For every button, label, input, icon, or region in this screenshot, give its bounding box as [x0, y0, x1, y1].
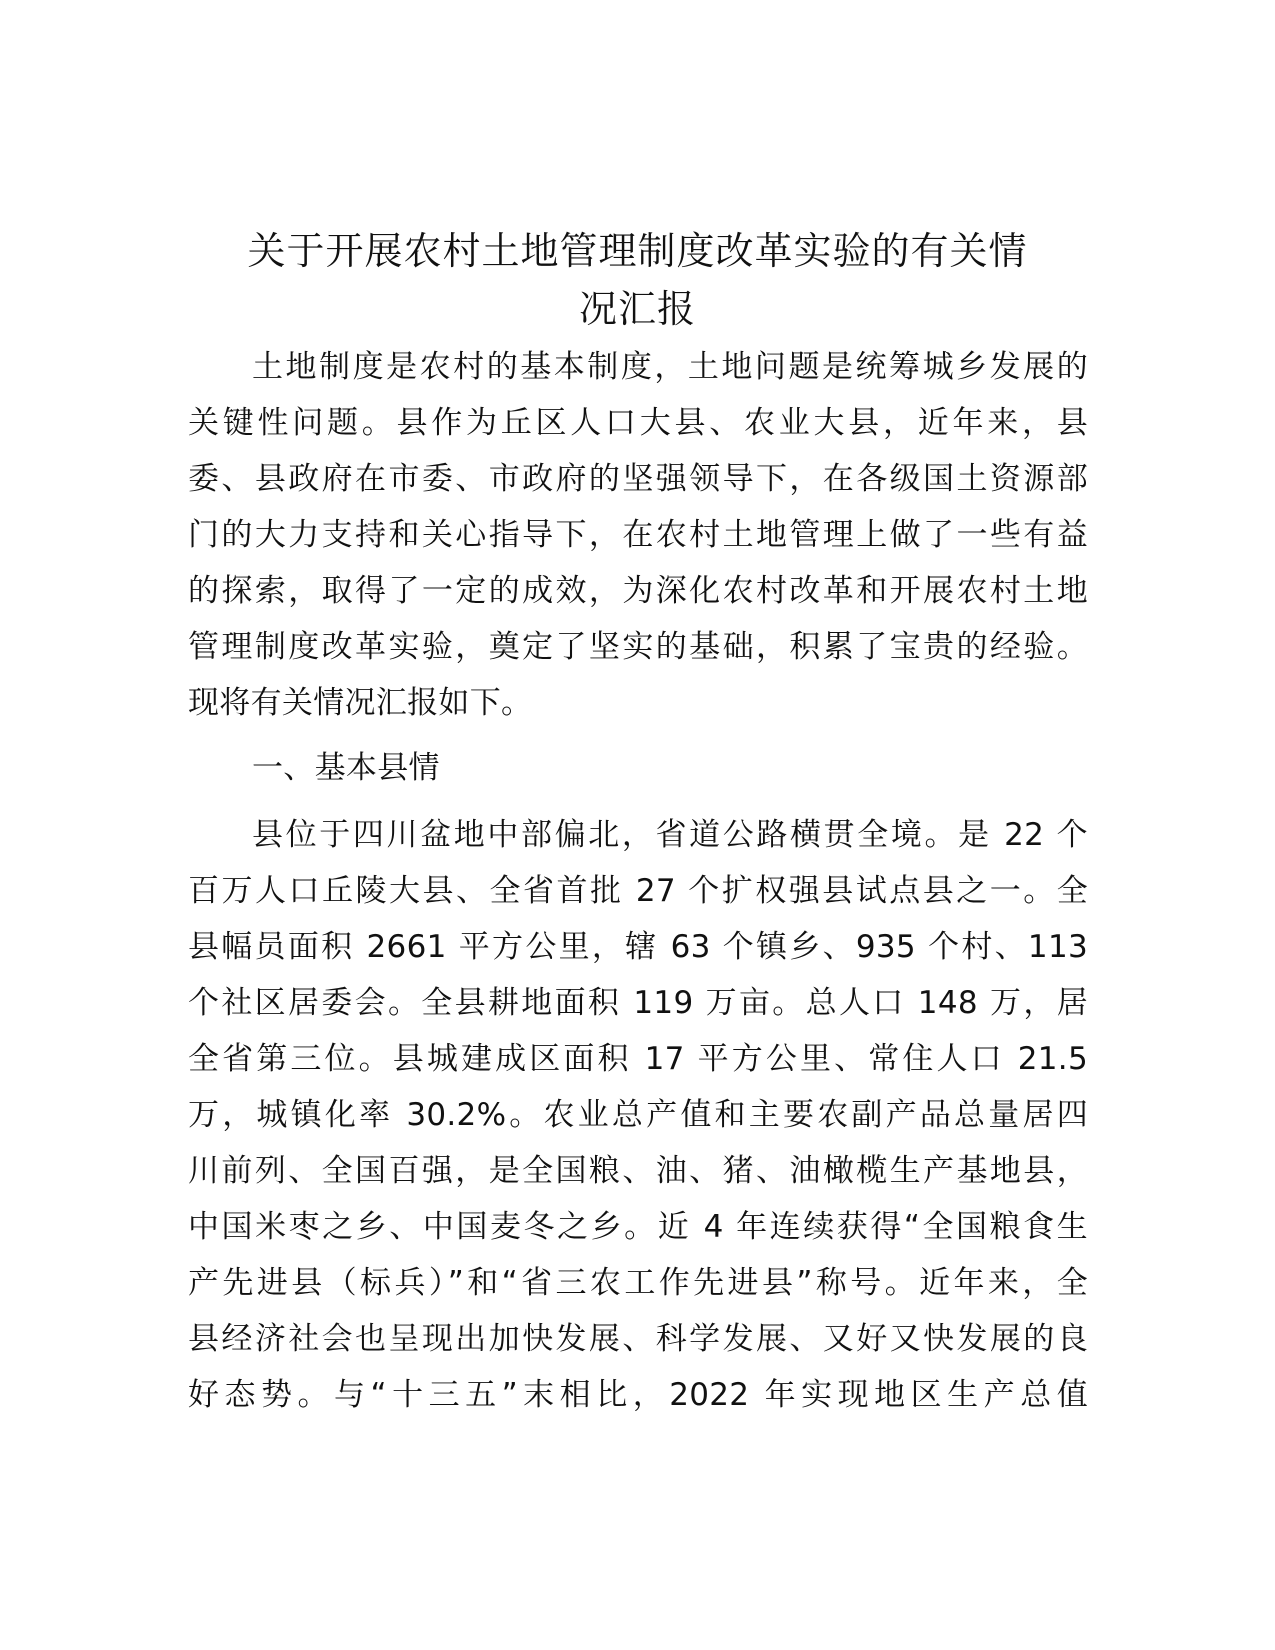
document-title: [170, 222, 1105, 338]
paragraph-2-line: 川前列、全国百强，是全国粮、油、猪、油橄榄生产基地县，: [188, 1153, 1088, 1189]
paragraph-1-line: 土地制度是农村的基本制度，土地问题是统筹城乡发展的: [252, 349, 1088, 385]
paragraph-1-line: 门的大力支持和关心指导下，在农村土地管理上做了一些有益: [188, 517, 1088, 553]
paragraph-2-line: 县幅员面积 2661 平方公里，辖 63 个镇乡、935 个村、113: [188, 929, 1088, 965]
paragraph-1-line: 委、县政府在市委、市政府的坚强领导下，在各级国土资源部: [188, 461, 1088, 497]
paragraph-1-line: 管理制度改革实验，奠定了坚实的基础，积累了宝贵的经验。: [188, 629, 1088, 665]
paragraph-1-line: 的探索，取得了一定的成效，为深化农村改革和开展农村土地: [188, 573, 1088, 609]
paragraph-2-line: 百万人口丘陵大县、全省首批 27 个扩权强县试点县之一。全: [188, 873, 1088, 909]
paragraph-1-line: 现将有关情况汇报如下。: [188, 685, 533, 721]
paragraph-2-line: 县经济社会也呈现出加快发展、科学发展、又好又快发展的良: [188, 1321, 1088, 1357]
paragraph-2-line: 全省第三位。县城建成区面积 17 平方公里、常住人口 21.5: [188, 1041, 1088, 1077]
paragraph-2-line: 县位于四川盆地中部偏北，省道公路横贯全境。是 22 个: [252, 817, 1088, 853]
section-heading: 一、基本县情: [252, 750, 440, 786]
title-line-1: 关于开展农村土地管理制度改革实验的有关情: [247, 229, 1028, 273]
paragraph-1-line: 关键性问题。县作为丘区人口大县、农业大县，近年来，县: [188, 405, 1088, 441]
paragraph-2-line: 中国米枣之乡、中国麦冬之乡。近 4 年连续获得“全国粮食生: [188, 1209, 1088, 1245]
paragraph-2-line: 万，城镇化率 30.2%。农业总产值和主要农副产品总量居四: [188, 1097, 1088, 1133]
paragraph-2-line: 个社区居委会。全县耕地面积 119 万亩。总人口 148 万，居: [188, 985, 1088, 1021]
paragraph-2-line: 好态势。与“十三五”末相比，2022 年实现地区生产总值: [188, 1377, 1088, 1413]
title-line-2: 况汇报: [578, 287, 696, 331]
paragraph-2-line: 产先进县（标兵）”和“省三农工作先进县”称号。近年来，全: [188, 1265, 1088, 1301]
